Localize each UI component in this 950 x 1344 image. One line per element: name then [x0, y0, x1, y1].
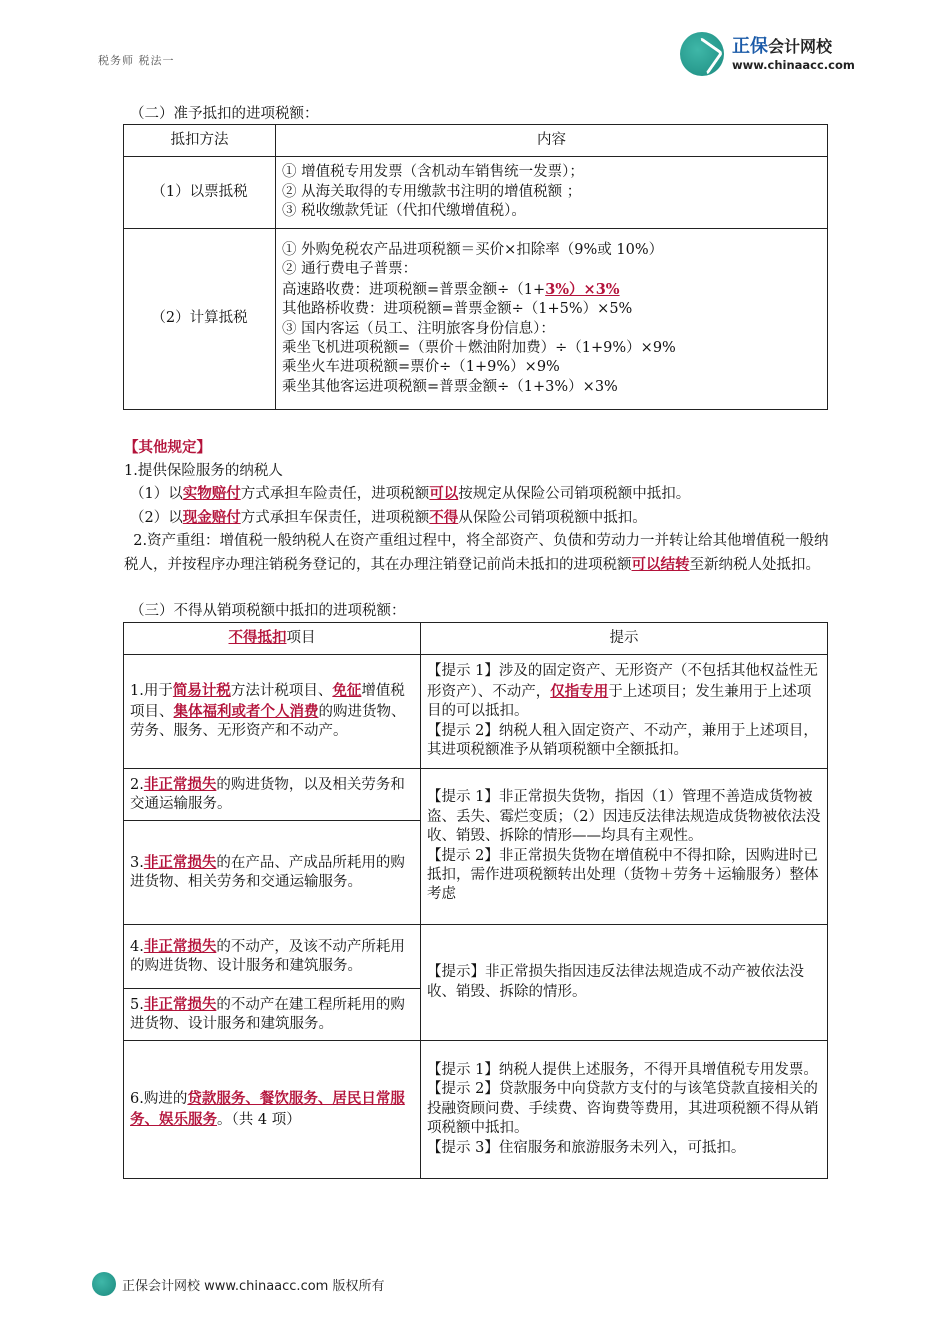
other-heading: 【其他规定】: [124, 439, 211, 456]
row3-item: 3.非正常损失的在产品、产成品所耗用的购进货物、相关劳务和交通运输服务。: [124, 821, 421, 925]
other-item1: 1.提供保险服务的纳税人: [124, 463, 283, 479]
logo-icon: [680, 32, 724, 76]
col-tip-header: 提示: [421, 623, 828, 655]
row1-method: （1）以票抵税: [124, 157, 276, 229]
other-item1-2: （2）以现金赔付方式承担车保责任，进项税额不得从保险公司销项税额中抵扣。: [130, 509, 647, 526]
col-item-header: 不得抵扣项目: [124, 623, 421, 655]
row2-content: ① 外购免税农产品进项税额＝买价×扣除率（9%或 10%） ② 通行费电子普票： 高速路收费：进项税额=普票金额÷（1+3%）×3% 其他路桥收费：进项税额=普票金额÷（1+5%）×5% ③ 国内客运（员工、注明旅客身份信息）： 乘坐飞机进项税额=（票价＋燃油附加费）÷（1+9%）×9% 乘坐火车进项税额=票价÷（1+9%）×9% 乘坐其他客运进项税额=普票金额÷（1+3%）×3%: [276, 229, 828, 410]
footer-logo-icon: [92, 1272, 116, 1296]
logo-brand-name: 正保会计网校: [732, 36, 833, 57]
footer-text: 正保会计网校 www.chinaacc.com 版权所有: [122, 1279, 385, 1294]
section3-title: （三）不得从销项税额中抵扣的进项税额：: [130, 603, 406, 619]
row4-item: 4.非正常损失的不动产，及该不动产所耗用的购进货物、设计服务和建筑服务。: [124, 925, 421, 989]
other-item2: 2.资产重组：增值税一般纳税人在资产重组过程中，将全部资产、负债和劳动力一并转让给其他增值税一般纳税人，并按程序办理注销税务登记的，其在办理注销登记前尚未抵扣的进项税额可以结转至新纳税人处抵扣。: [124, 533, 829, 573]
col-content-header: 内容: [276, 125, 828, 157]
non-deductible-table: [123, 622, 828, 1179]
col-method-header: 抵扣方法: [124, 125, 276, 157]
brand-logo: [680, 30, 860, 78]
row2-item: 2.非正常损失的购进货物，以及相关劳务和交通运输服务。: [124, 769, 421, 821]
section2-title: （二）准予抵扣的进项税额：: [130, 106, 319, 122]
logo-url: www.chinaacc.com: [732, 58, 855, 72]
row6-tip: 【提示 1】纳税人提供上述服务，不得开具增值税专用发票。 【提示 2】贷款服务中向贷款方支付的与该笔贷款直接相关的投融资顾问费、手续费、咨询费等费用，其进项税额不得从销项税额中抵扣。 【提示 3】住宿服务和旅游服务未列入，可抵扣。: [421, 1041, 828, 1179]
header-left-text: 税务师 税法一: [98, 54, 175, 67]
row2-method: （2）计算抵税: [124, 229, 276, 410]
deduction-method-table: [123, 124, 828, 410]
row6-item: 6.购进的贷款服务、餐饮服务、居民日常服务、娱乐服务。（共 4 项）: [124, 1041, 421, 1179]
row1-item: 1.用于简易计税方法计税项目、免征增值税项目、集体福利或者个人消费的购进货物、劳务、服务、无形资产和不动产。: [124, 655, 421, 769]
other-item1-1: （1）以实物赔付方式承担车险责任，进项税额可以按规定从保险公司销项税额中抵扣。: [130, 485, 691, 502]
row5-item: 5.非正常损失的不动产在建工程所耗用的购进货物、设计服务和建筑服务。: [124, 989, 421, 1041]
row1-content: ① 增值税专用发票（含机动车销售统一发票）； ② 从海关取得的专用缴款书注明的增值税额 ； ③ 税收缴款凭证（代扣代缴增值税）。: [276, 157, 828, 229]
row45-tip: 【提示】非正常损失指因违反法律法规造成不动产被依法没收、销毁、拆除的情形。: [421, 925, 828, 1041]
row23-tip: 【提示 1】非正常损失货物，指因（1）管理不善造成货物被盗、丢失、霉烂变质；（2）因违反法律法规造成货物被依法没收、销毁、拆除的情形——均具有主观性。 【提示 2】非正常损失货物在增值税中不得扣除，因购进时已抵扣，需作进项税额转出处理（货物＋劳务＋运输服务）整体考虑: [421, 769, 828, 925]
row1-tip: 【提示 1】涉及的固定资产、无形资产（不包括其他权益性无形资产）、不动产，仅指专用于上述项目；发生兼用于上述项目的可以抵扣。 【提示 2】纳税人租入固定资产、不动产，兼用于上述项目，其进项税额准予从销项税额中全额抵扣。: [421, 655, 828, 769]
